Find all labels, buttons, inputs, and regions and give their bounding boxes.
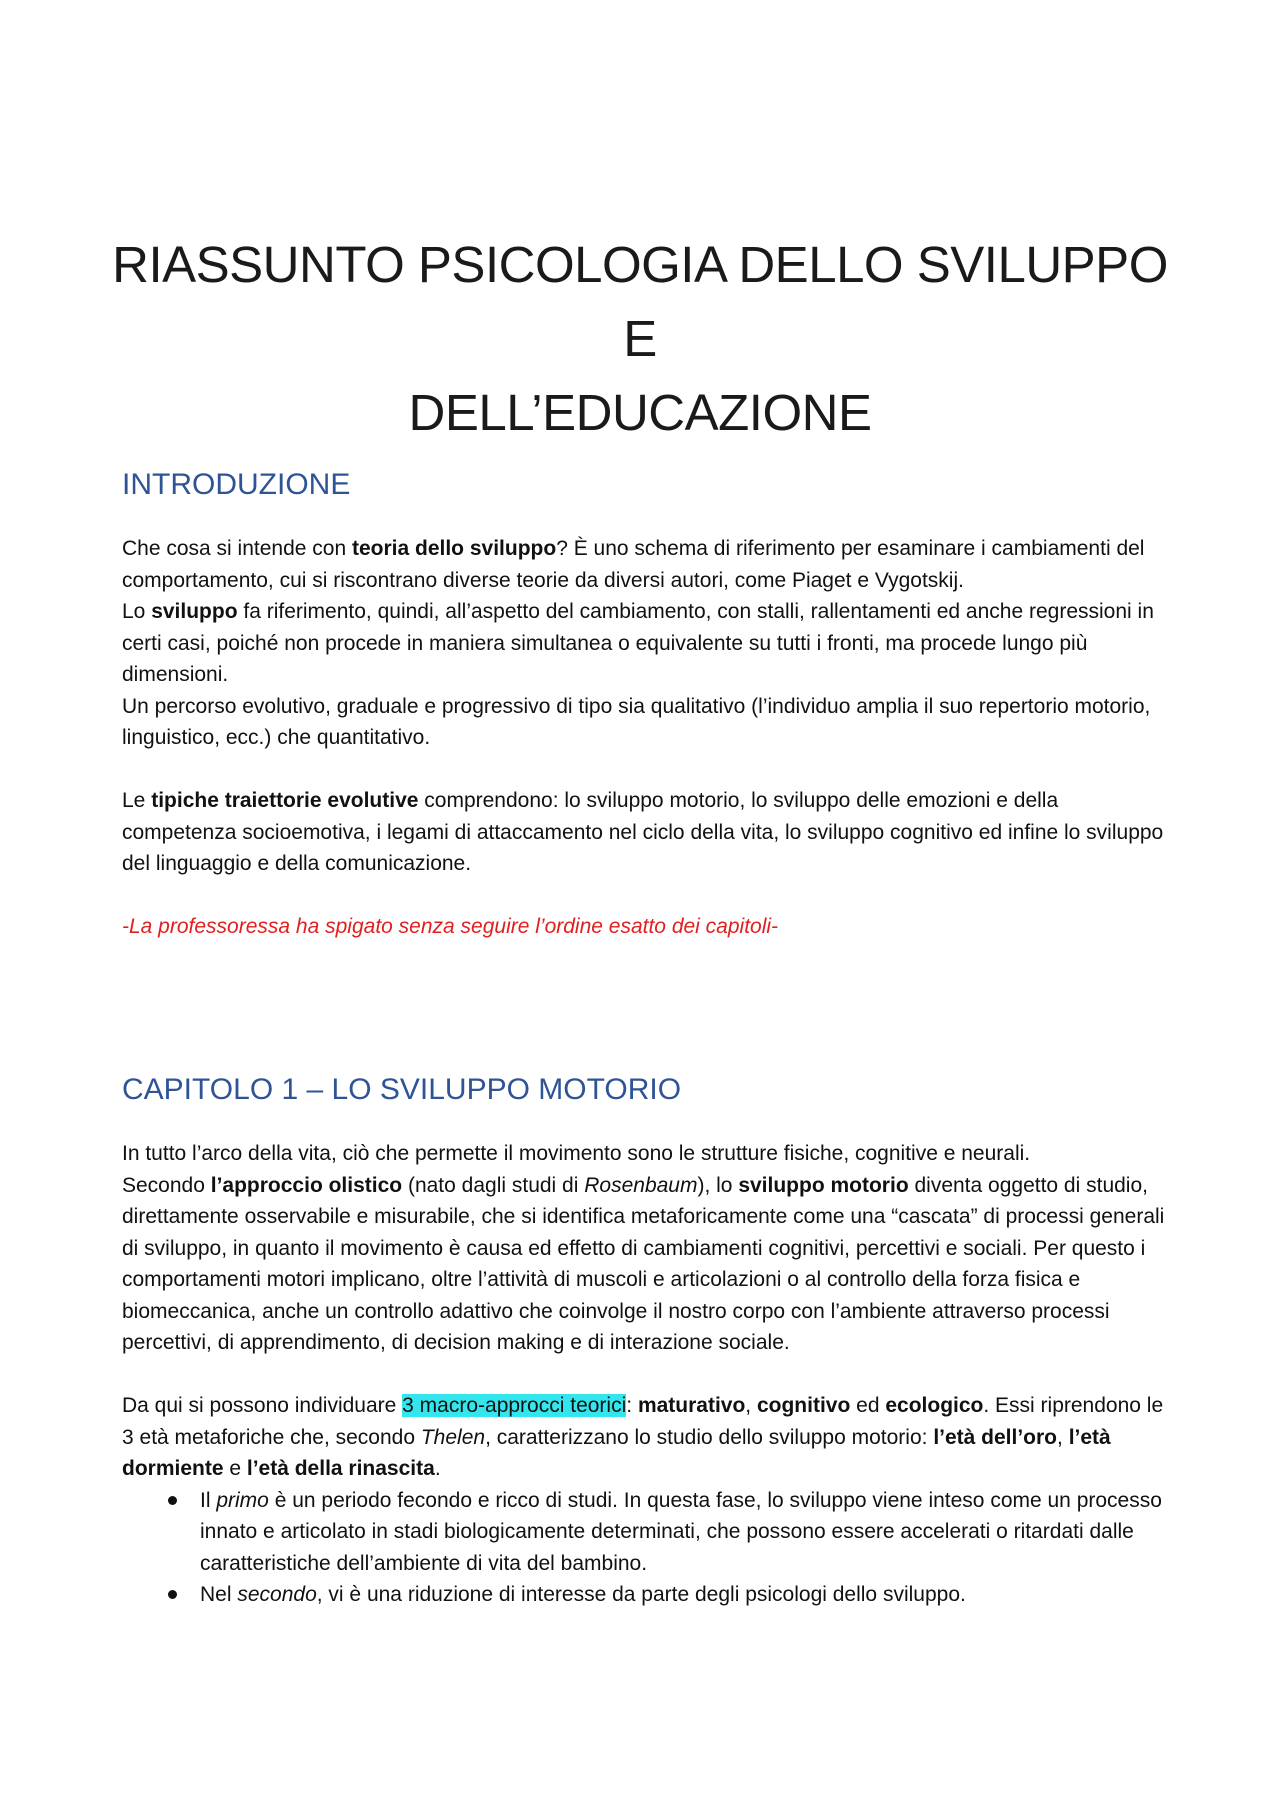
chapter-1-paragraph-3: Da qui si possono individuare 3 macro-approcci teorici: maturativo, cognitivo ed ecologico. Essi riprendono le 3 età metaforiche che, secondo Thelen, caratterizzano lo studio dello sviluppo motorio: l’età dell’oro, l’età dormiente e l’età della rinascita. <box>122 1394 1164 1480</box>
chapter-1-section <box>122 1138 1172 1611</box>
professor-note: -La professoressa ha spigato senza seguire l’ordine esatto dei capitoli- <box>122 915 779 938</box>
chapter-1-heading: CAPITOLO 1 – LO SVILUPPO MOTORIO <box>122 1073 682 1106</box>
intro-paragraph-1: Che cosa si intende con teoria dello sviluppo? È uno schema di riferimento per esaminare i cambiamenti del comportamento, cui si riscontrano diverse teorie da diversi autori, come Piaget e Vygotskij. <box>122 537 1145 592</box>
intro-heading: INTRODUZIONE <box>122 468 351 501</box>
chapter-1-paragraph-1: In tutto l’arco della vita, ciò che permette il movimento sono le strutture fisiche, cognitive e neurali. <box>122 1142 1031 1165</box>
intro-paragraph-4: Le tipiche traiettorie evolutive comprendono: lo sviluppo motorio, lo sviluppo delle emozioni e della competenza socioemotiva, i legami di attaccamento nel ciclo della vita, lo sviluppo cognitivo ed infine lo sviluppo del linguaggio e della comunicazione. <box>122 789 1164 875</box>
title-line-1: RIASSUNTO PSICOLOGIA DELLO SVILUPPO E <box>112 236 1168 367</box>
list-item: Nel secondo, vi è una riduzione di interesse da parte degli psicologi dello sviluppo. <box>122 1579 1172 1611</box>
chapter-1-paragraph-2: Secondo l’approccio olistico (nato dagli studi di Rosenbaum), lo sviluppo motorio diventa oggetto di studio, direttamente osservabile e misurabile, che si identifica metaforicamente come una “cascata” di processi generali di sviluppo, in quanto il movimento è causa ed effetto di cambiamenti cognitivi, percettivi e sociali. Per questo i comportamenti motori implicano, oltre l’attività di muscoli e articolazioni o al controllo della forza fisica e biomeccanica, anche un controllo adattivo che coinvolge il nostro corpo con l’ambiente attraverso processi percettivi, di apprendimento, di decision making e di interazione sociale. <box>122 1173 1165 1354</box>
intro-paragraph-2: Lo sviluppo fa riferimento, quindi, all’aspetto del cambiamento, con stalli, rallentamenti ed anche regressioni in certi casi, poiché non procede in maniera simultanea o equivalente su tutti i fronti, ma procede lungo più dimensioni. <box>122 600 1154 686</box>
intro-section <box>122 533 1172 943</box>
list-item: Il primo è un periodo fecondo e ricco di studi. In questa fase, lo sviluppo viene inteso come un processo innato e articolato in stadi biologicamente determinati, che possono essere accelerati o ritardati dalle caratteristiche dell’ambiente di vita del bambino. <box>122 1485 1172 1580</box>
intro-paragraph-3: Un percorso evolutivo, graduale e progressivo di tipo sia qualitativo (l’individuo amplia il suo repertorio motorio, linguistico, ecc.) che quantitativo. <box>122 694 1151 749</box>
title-line-2: DELL’EDUCAZIONE <box>408 384 872 441</box>
bullet-icon <box>168 1590 177 1599</box>
bullet-icon <box>168 1496 177 1505</box>
highlighted-text: 3 macro-approcci teorici <box>402 1394 627 1417</box>
document-title <box>100 228 1180 450</box>
bullet-list <box>122 1485 1172 1611</box>
